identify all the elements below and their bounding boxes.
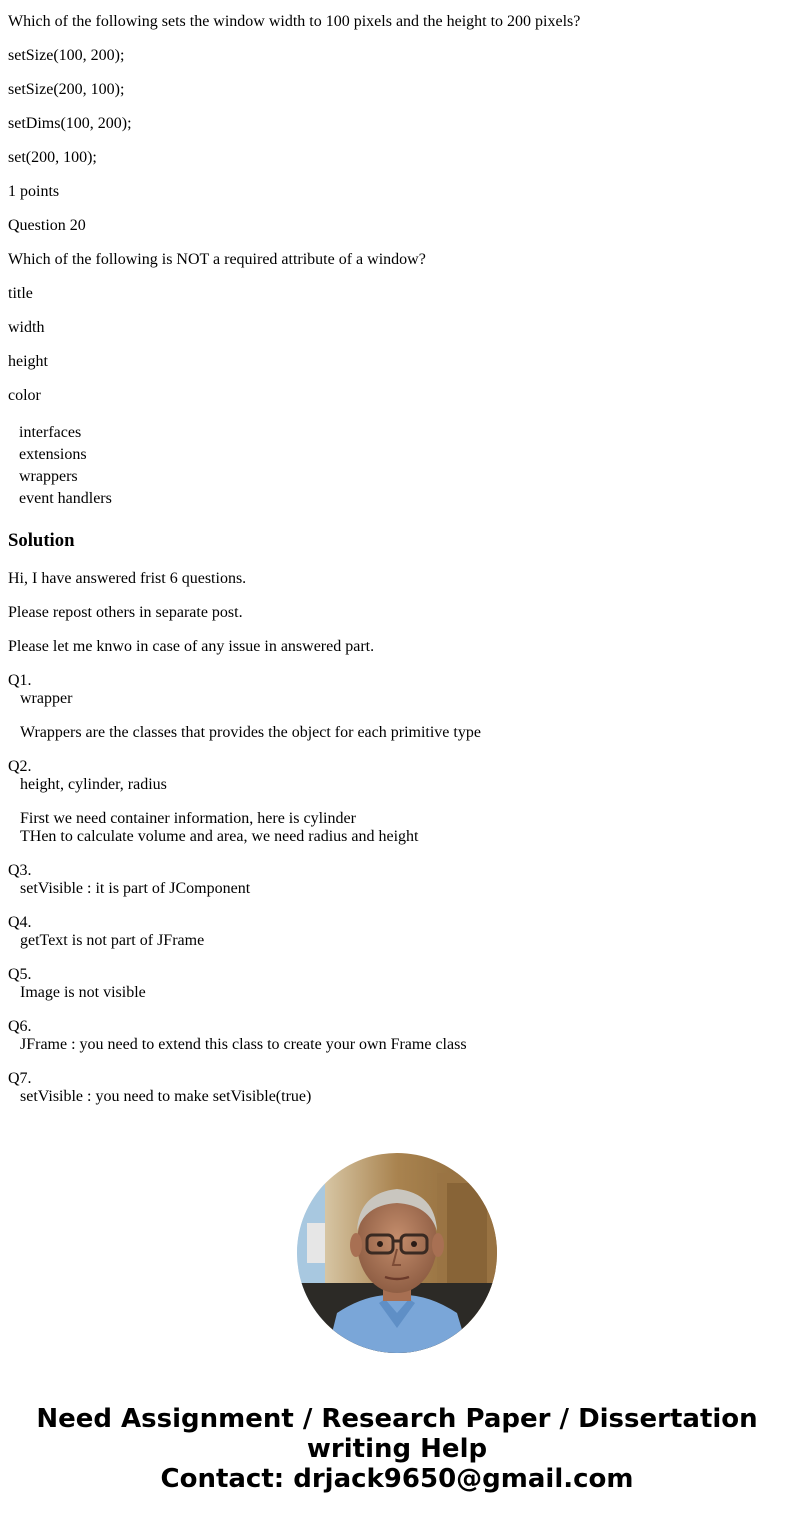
- answer-text-q6: JFrame : you need to extend this class to create your own Frame class: [20, 1036, 467, 1053]
- answer-text-q4: getText is not part of JFrame: [20, 932, 205, 949]
- answer-explanation-q2: First we need container information, here is cylinder: [20, 810, 356, 827]
- answer-text-q2: height, cylinder, radius: [20, 776, 167, 793]
- answer-label-q7: Q7.: [8, 1070, 32, 1087]
- answer-text-q7: setVisible : you need to make setVisible(true): [20, 1088, 312, 1105]
- answer-label-q4: Q4.: [8, 914, 32, 931]
- answer-explanation-q1: Wrappers are the classes that provides the object for each primitive type: [20, 724, 481, 741]
- extra-option-4: event handlers: [19, 490, 112, 507]
- promo-line-1: Need Assignment / Research Paper / Dissertation: [36, 1404, 758, 1434]
- question-20-label: Question 20: [8, 217, 86, 234]
- solution-intro-2: Please repost others in separate post.: [8, 604, 243, 621]
- answer-text-q3: setVisible : it is part of JComponent: [20, 880, 251, 897]
- answer-label-q2: Q2.: [8, 758, 32, 775]
- promo-line-2: writing Help: [306, 1434, 488, 1464]
- extra-option-1: interfaces: [19, 424, 82, 441]
- solution-intro-3: Please let me knwo in case of any issue in answered part.: [8, 638, 375, 655]
- question-20-option-3: height: [8, 353, 48, 370]
- question-19-points: 1 points: [8, 183, 60, 200]
- question-20-prompt: Which of the following is NOT a required attribute of a window?: [8, 251, 426, 268]
- answer-label-q1: Q1.: [8, 672, 32, 689]
- question-19-option-3: setDims(100, 200);: [8, 115, 132, 132]
- answer-text-q5: Image is not visible: [20, 984, 146, 1001]
- answer-label-q5: Q5.: [8, 966, 32, 983]
- answer-label-q3: Q3.: [8, 862, 32, 879]
- question-19-prompt: Which of the following sets the window width to 100 pixels and the height to 200 pixels?: [8, 13, 581, 30]
- question-19-option-4: set(200, 100);: [8, 149, 97, 166]
- question-19-option-2: setSize(200, 100);: [8, 81, 125, 98]
- question-20-option-2: width: [8, 319, 45, 336]
- author-avatar: [297, 1153, 497, 1353]
- answer-explanation-q2-line2: THen to calculate volume and area, we need radius and height: [20, 828, 419, 845]
- question-20-option-4: color: [8, 387, 41, 404]
- promo-banner: [0, 1404, 794, 1494]
- promo-contact: Contact: drjack9650@gmail.com: [160, 1464, 634, 1494]
- answer-label-q6: Q6.: [8, 1018, 32, 1035]
- answer-text-q1: wrapper: [20, 690, 73, 707]
- solution-intro-1: Hi, I have answered frist 6 questions.: [8, 570, 247, 587]
- extra-option-3: wrappers: [19, 468, 78, 485]
- solution-heading: Solution: [8, 530, 75, 551]
- question-19-option-1: setSize(100, 200);: [8, 47, 125, 64]
- extra-option-2: extensions: [19, 446, 87, 463]
- question-20-option-1: title: [8, 285, 33, 302]
